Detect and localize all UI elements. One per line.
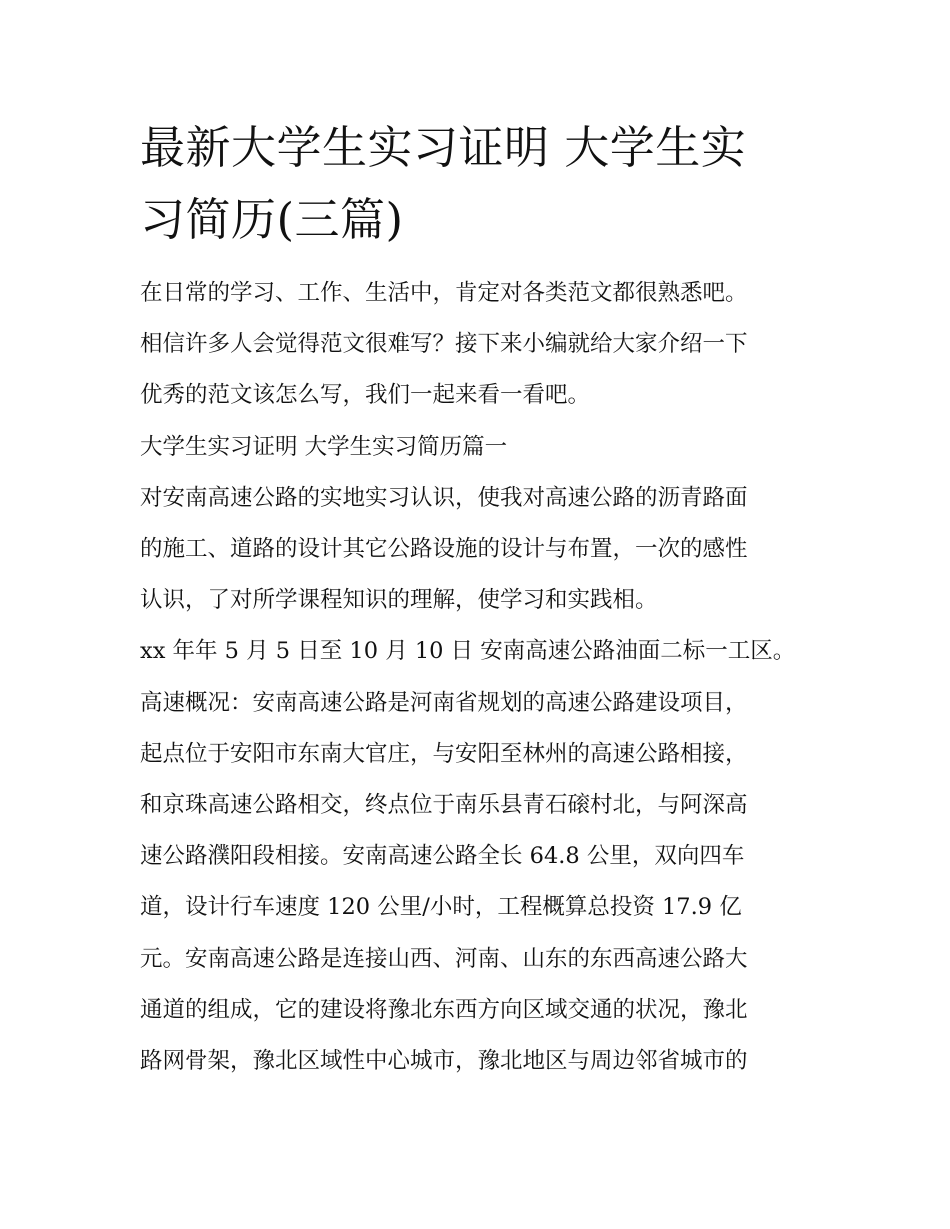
body-line: 的施工、道路的设计其它公路设施的设计与布置，一次的感性 — [140, 536, 748, 563]
title-line: 最新大学生实习证明 大学生实 — [140, 121, 747, 174]
body-line: 路网骨架，豫北区域性中心城市，豫北地区与周边邻省城市的 — [140, 1048, 748, 1075]
body-line: 速公路濮阳段相接。安南高速公路全长 64.8 公里，双向四车 — [140, 843, 745, 870]
body-line: 起点位于安阳市东南大官庄，与安阳至林州的高速公路相接， — [140, 740, 748, 767]
body-line: 对安南高速公路的实地实习认识，使我对高速公路的沥青路面 — [140, 484, 748, 511]
section-heading: 大学生实习证明 大学生实习简历篇一 — [140, 433, 508, 460]
body-line: 通道的组成，它的建设将豫北东西方向区域交通的状况，豫北 — [140, 996, 748, 1023]
body-line: 认识，了对所学课程知识的理解，使学习和实践相。 — [140, 587, 658, 614]
body-text — [140, 473, 830, 1087]
body-line: xx 年年 5 月 5 日至 10 月 10 日 安南高速公路油面二标一工区。 — [140, 638, 796, 665]
body-line: 道，设计行车速度 120 公里/小时，工程概算总投资 17.9 亿 — [140, 894, 742, 921]
body-line: 元。安南高速公路是连接山西、河南、山东的东西高速公路大 — [140, 945, 748, 972]
intro-line: 在日常的学习、工作、生活中，肯定对各类范文都很熟悉吧。 — [140, 280, 748, 306]
title-line: 习简历(三篇) — [140, 193, 404, 246]
body-line: 高速概况：安南高速公路是河南省规划的高速公路建设项目， — [140, 689, 748, 716]
intro-line: 优秀的范文该怎么写，我们一起来看一看吧。 — [140, 382, 591, 409]
intro-line: 相信许多人会觉得范文很难写？接下来小编就给大家介绍一下 — [140, 331, 748, 358]
intro-paragraph — [140, 268, 830, 422]
document-title — [140, 112, 830, 256]
document-content — [140, 112, 830, 1087]
body-line: 和京珠高速公路相交，终点位于南乐县青石磙村北，与阿深高 — [140, 792, 748, 819]
